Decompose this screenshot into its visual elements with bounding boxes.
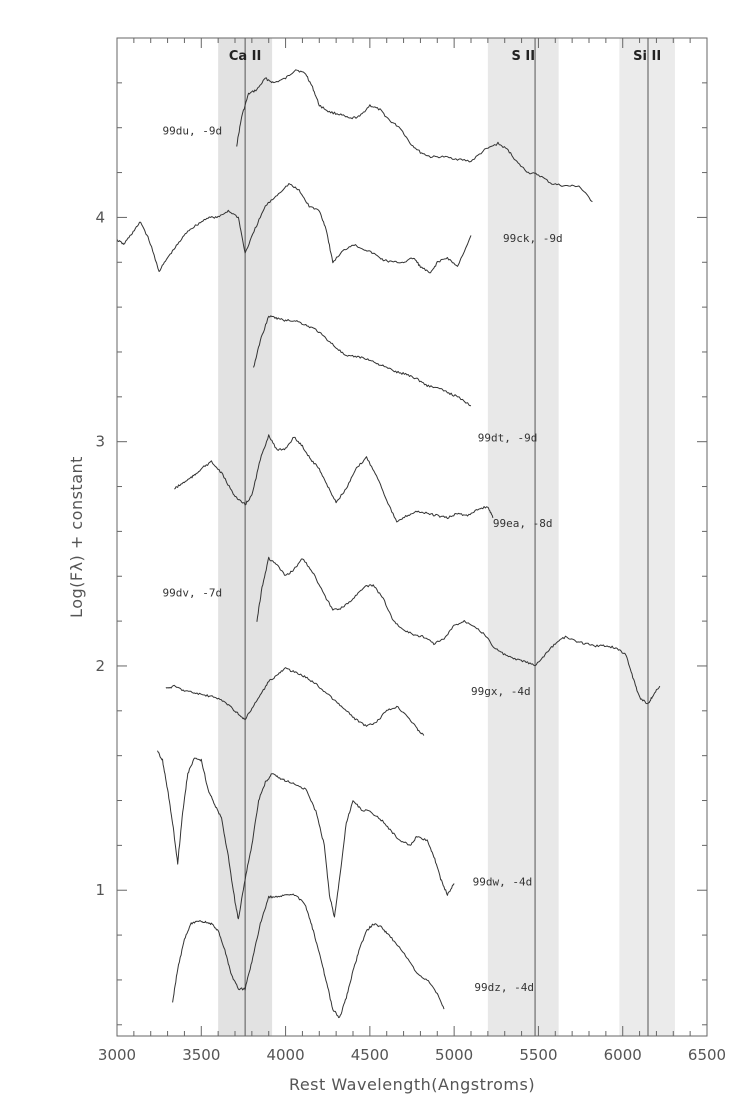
x-tick-label-3500: 3500 [182, 1046, 221, 1064]
series-label-99ck-9d: 99ck, -9d [503, 232, 563, 246]
x-tick-label-4500: 4500 [350, 1046, 389, 1064]
series-label-99dt-9d: 99dt, -9d [477, 431, 538, 445]
x-tick-label-3000: 3000 [97, 1046, 137, 1064]
spectra-series [117, 70, 660, 1018]
band-label-s-ii: S II [511, 49, 536, 64]
band-si-ii [619, 38, 675, 1036]
series-label-99gx-4d: 99gx, -4d [471, 685, 531, 699]
series-label-99du-9d: 99du, -9d [162, 124, 223, 138]
y-tick-label-2: 2 [95, 656, 105, 675]
y-tick-label-3: 3 [95, 432, 105, 451]
band-label-ca-ii: Ca II [228, 49, 262, 64]
spectrum-99dt-9d [254, 316, 472, 406]
spectrum-99gx-4d [166, 668, 424, 736]
series-label-99dv-7d: 99dv, -7d [162, 586, 223, 600]
spectrum-99dw-4d [158, 751, 455, 919]
x-tick-label-5000: 5000 [435, 1046, 474, 1064]
x-tick-label-6000: 6000 [603, 1046, 642, 1064]
spectrum-99dv-7d [257, 557, 660, 703]
y-tick-label-4: 4 [95, 208, 105, 227]
x-tick-label-6500: 6500 [687, 1046, 727, 1064]
x-tick-label-4000: 4000 [266, 1046, 305, 1064]
plot-frame [117, 38, 707, 1036]
line-bands [218, 38, 675, 1036]
y-tick-label-1: 1 [95, 881, 105, 900]
x-tick-label-5500: 5500 [519, 1046, 558, 1064]
series-label-99dz-4d: 99dz, -4d [474, 981, 534, 995]
spectrum-99dz-4d [173, 894, 444, 1018]
x-axis-title: Rest Wavelength(Angstroms) [288, 1075, 536, 1094]
series-label-99dw-4d: 99dw, -4d [472, 875, 533, 889]
series-label-99ea-8d: 99ea, -8d [492, 516, 553, 530]
spectrum-99ck-9d [117, 184, 471, 273]
band-label-si-ii: Si II [633, 49, 662, 64]
y-axis-title: Log(Fλ) + constant [67, 456, 86, 618]
